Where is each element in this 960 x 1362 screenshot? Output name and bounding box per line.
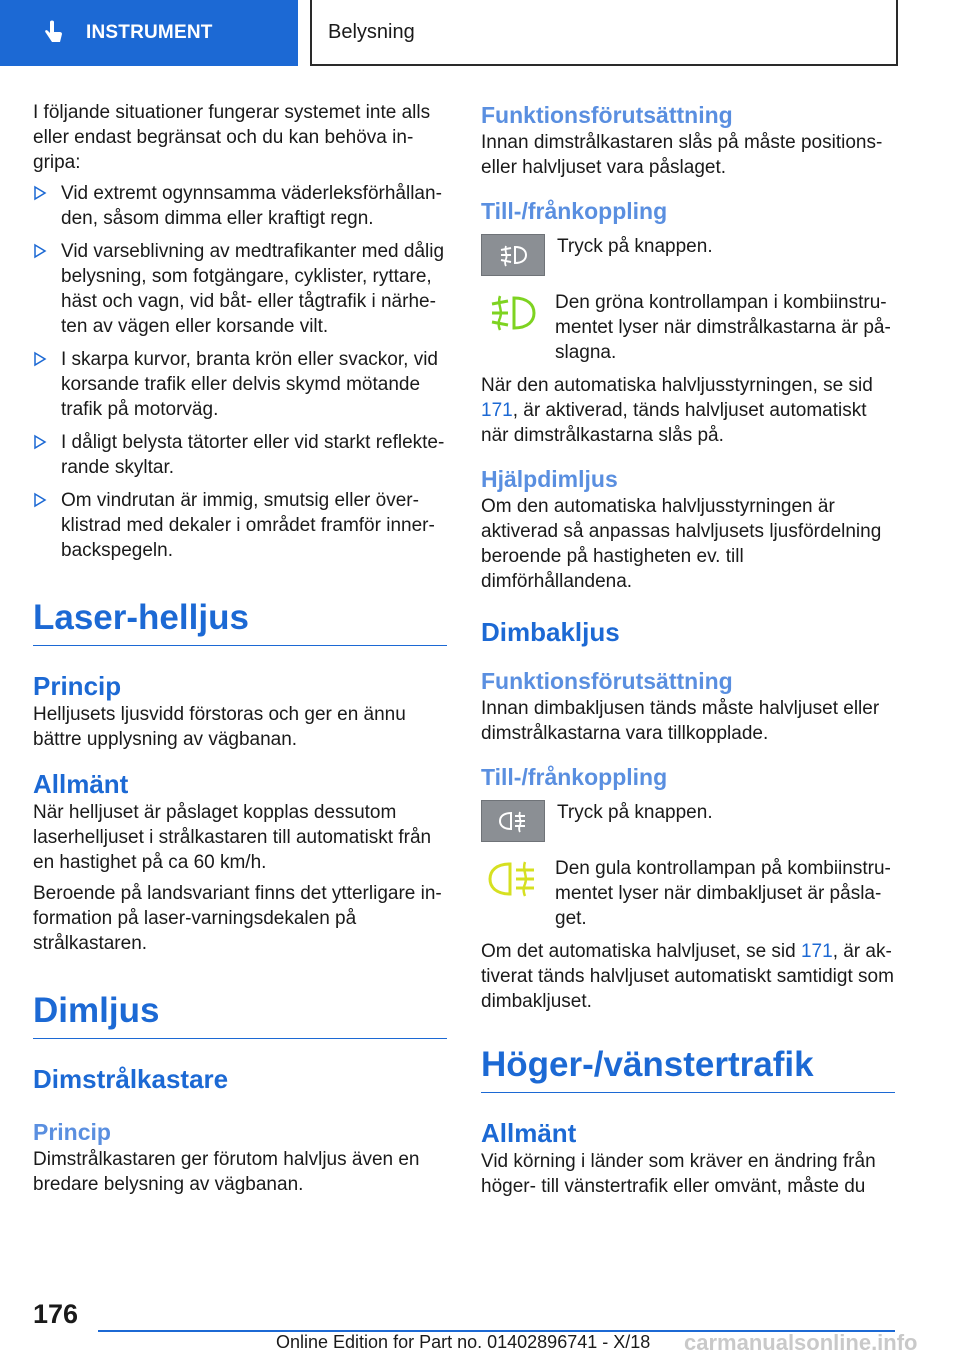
bullet-triangle-icon: [33, 492, 47, 508]
hoger-vanster-heading: Höger-/vänstertrafik: [481, 1044, 895, 1093]
funktion-heading-2: Funktionsförutsättning: [481, 668, 733, 694]
list-item: Vid extremt ogynnsamma väderleksförhållanden, såsom dimma eller kraftigt regn.: [33, 181, 447, 231]
front-fog-press-text: Tryck på knappen.: [557, 236, 713, 257]
rear-fog-button-icon: [481, 800, 545, 842]
till-fran-heading-1: Till-/frånkoppling: [481, 198, 668, 224]
list-item: Vid varseblivning av medtrafikanter med dålig belysning, som fotgängare, cyklister, ryttare, häst och vagn, vid båt- eller tågtrafik i närheten av vägen eller korsande vilt.: [33, 239, 447, 339]
rear-fog-press-text: Tryck på knappen.: [557, 802, 713, 823]
front-fog-button-icon: [481, 234, 545, 276]
funktion-heading-1: Funktionsförutsättning: [481, 102, 733, 128]
chapter-title: INSTRUMENT: [86, 22, 213, 43]
front-fog-lamp-icon: [481, 290, 543, 336]
princip-heading: Princip: [33, 671, 122, 701]
left-column: [33, 100, 447, 1203]
front-fog-lamp-text: Den gröna kontrollampan i kombiinstrumentet lyser när dimstrålkastarna är påslagna.: [555, 292, 891, 363]
section-tab: [310, 0, 898, 66]
limitations-list: [33, 181, 447, 563]
section-title: Belysning: [328, 20, 415, 43]
front-fog-lamp-row: [481, 290, 895, 365]
list-item: Om vindrutan är immig, smutsig eller överklistrad med dekaler i området framför innerbackspegeln.: [33, 488, 447, 563]
bullet-triangle-icon: [33, 185, 47, 201]
front-fog-button-row: [481, 234, 895, 276]
allmant-heading-2: Allmänt: [481, 1118, 577, 1148]
funktion-text-2: Innan dimbakljusen tänds måste halvljuset eller dimstrålkastarna vara tillkopplade.: [481, 698, 880, 744]
allmant-text-2: Beroende på landsvariant finns det ytterligare information på laser-varningsdekalen på strålkastaren.: [33, 883, 442, 954]
page-ref-link[interactable]: 171: [800, 941, 833, 962]
auto-text-2: Om det automatiska halvljuset, se sid 171, är aktiverat tänds halvljuset automatiskt samtidigt som dimbakljuset.: [481, 941, 894, 1012]
rear-fog-button-row: [481, 800, 895, 842]
dimljus-heading: Dimljus: [33, 990, 447, 1039]
edition-text: Online Edition for Part no. 01402896741 - X/18: [276, 1332, 651, 1352]
allmant-text-1: När helljuset är påslaget kopplas dessutom laserhelljuset i strålkastaren till automatiskt från en hastighet på ca 60 km/h.: [33, 802, 432, 873]
dimstral-princip-text: Dimstrålkastaren ger förutom halvljus även en bredare belysning av vägbanan.: [33, 1149, 420, 1195]
hand-pointer-icon: [40, 20, 66, 46]
rear-fog-lamp-text: Den gula kontrollampan på kombiinstrumentet lyser när dimbakljuset är påslaget.: [555, 858, 891, 929]
allmant-heading: Allmänt: [33, 769, 129, 799]
dimstralkastare-heading: Dimstrålkastare: [33, 1064, 229, 1094]
right-column: [481, 100, 895, 1205]
watermark: carmanualsonline.info: [684, 1330, 918, 1355]
bullet-triangle-icon: [33, 434, 47, 450]
hjalpdimljus-text: Om den automatiska halvljusstyrningen är aktiverad så anpassas halvljusets ljusfördelning beroende på hastigheten ev. till dimförhållandena.: [481, 496, 882, 592]
allmant-text-right: Vid körning i länder som kräver en ändring från höger- till vänstertrafik eller omvänt, måste du: [481, 1151, 876, 1197]
list-item: I dåligt belysta tätorter eller vid starkt reflekterande skyltar.: [33, 430, 447, 480]
rear-fog-lamp-icon: [481, 856, 543, 902]
hjalpdimljus-heading: Hjälpdimljus: [481, 466, 618, 492]
dimstral-princip-heading: Princip: [33, 1119, 111, 1145]
chapter-tab[interactable]: [0, 0, 298, 66]
page-ref-link[interactable]: 171: [481, 400, 513, 421]
dimbakljus-heading: Dimbakljus: [481, 617, 620, 647]
intro-paragraph: I följande situationer fungerar systemet inte alls eller endast begränsat och du kan behöva ingripa:: [33, 102, 431, 173]
bullet-triangle-icon: [33, 351, 47, 367]
funktion-text-1: Innan dimstrålkastaren slås på måste positions- eller halvljuset vara påslaget.: [481, 132, 883, 178]
till-fran-heading-2: Till-/frånkoppling: [481, 764, 668, 790]
bullet-triangle-icon: [33, 243, 47, 259]
princip-text: Helljusets ljusvidd förstoras och ger en ännu bättre upplysning av vägbanan.: [33, 704, 406, 750]
rear-fog-lamp-row: [481, 856, 895, 931]
page-number: 176: [33, 1299, 79, 1329]
list-item: I skarpa kurvor, branta krön eller svackor, vid korsande trafik eller delvis skymd mötande trafik på motorväg.: [33, 347, 447, 422]
laser-heading: Laser-helljus: [33, 597, 447, 646]
auto-text-1: När den automatiska halvljusstyrningen, se sid 171, är aktiverad, tänds halvljuset automatiskt när dimstrålkastarna slås på.: [481, 375, 873, 446]
